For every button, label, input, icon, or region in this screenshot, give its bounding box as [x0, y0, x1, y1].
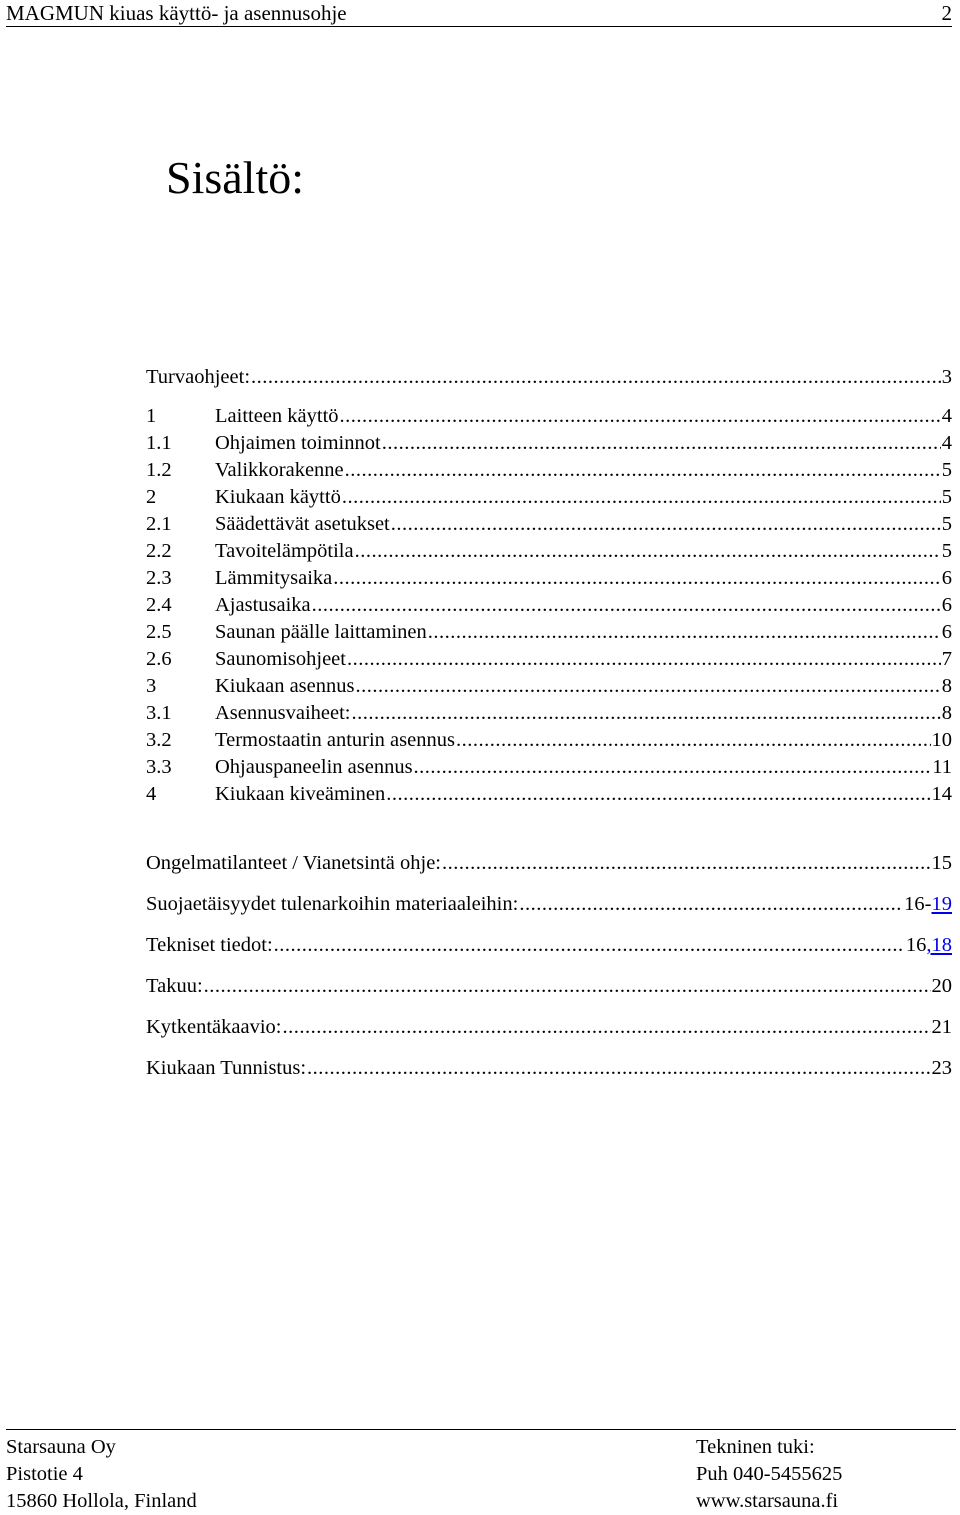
toc-dot-leader [382, 430, 941, 456]
toc-entry-page: 14 [931, 783, 952, 805]
toc-entry-number: 2 [146, 486, 157, 508]
toc-entry-page: 23 [931, 1057, 952, 1079]
toc-entry-page: 10 [931, 729, 952, 751]
toc-entry-label: Ongelmatilanteet / Vianetsintä ohje: [146, 852, 441, 874]
toc-entry-page: 6 [941, 567, 952, 589]
toc-dot-leader [312, 592, 941, 618]
toc-entry-appendix[interactable] [146, 1014, 952, 1040]
toc-entry-page: 5 [941, 486, 952, 508]
toc-dot-leader [428, 619, 941, 645]
toc-entry-label: Kiukaan käyttö [215, 486, 341, 508]
toc-entry[interactable] [146, 619, 952, 645]
toc-dot-leader [519, 891, 903, 917]
toc-entry-label: Kiukaan Tunnistus: [146, 1057, 307, 1079]
page-footer [6, 1429, 956, 1512]
toc-entry-page: 5 [941, 459, 952, 481]
toc-entry-label: Takuu: [146, 975, 203, 997]
toc-dot-leader [386, 781, 930, 807]
toc-entry-page [904, 891, 952, 917]
toc-entry-appendix[interactable] [146, 891, 952, 917]
toc-entry-number: 3.2 [146, 729, 172, 751]
toc-entry[interactable] [146, 646, 952, 672]
toc-entry-page: 8 [941, 702, 952, 724]
toc-dot-leader [442, 850, 931, 876]
toc-dot-leader [391, 511, 941, 537]
toc-entry-label: Lämmitysaika [215, 567, 333, 589]
toc-dot-leader [347, 646, 941, 672]
toc-entry-appendix[interactable] [146, 932, 952, 958]
toc-entry-page: 8 [941, 675, 952, 697]
toc-entry-number: 2.2 [146, 540, 172, 562]
toc-dot-leader [282, 1014, 930, 1040]
support-contact [696, 1434, 842, 1515]
toc-entry-number: 2.1 [146, 513, 172, 535]
toc-dot-leader [355, 538, 941, 564]
toc-entry-label: Suojaetäisyydet tulenarkoihin materiaaleihin: [146, 893, 519, 915]
toc-entry-label: Kiukaan kiveäminen [215, 783, 386, 805]
toc-entry-page: 21 [931, 1016, 952, 1038]
toc-entry[interactable] [146, 484, 952, 510]
toc-entry-number: 3.1 [146, 702, 172, 724]
toc-entry[interactable] [146, 457, 952, 483]
toc-page-text: 16- [904, 893, 932, 915]
support-heading: Tekninen tuki: [696, 1436, 815, 1458]
toc-dot-leader [274, 932, 905, 958]
toc-entry-label: Termostaatin anturin asennus [215, 729, 455, 751]
toc-entry-label: Saunomisohjeet [215, 648, 346, 670]
toc-entry-label: Ajastusaika [215, 594, 311, 616]
toc-entry-label: Asennusvaiheet: [215, 702, 351, 724]
toc-entry-label: Tavoitelämpötila [215, 540, 354, 562]
toc-page-link[interactable]: 19 [931, 893, 952, 915]
company-address [6, 1434, 197, 1515]
toc-entry[interactable] [146, 673, 952, 699]
toc-entry-label: Säädettävät asetukset [215, 513, 390, 535]
toc-entry[interactable] [146, 565, 952, 591]
toc-dot-leader [333, 565, 940, 591]
page-number: 2 [941, 1, 952, 25]
toc-entry-label: Kiukaan asennus [215, 675, 355, 697]
toc-entry-number: 1.1 [146, 432, 172, 454]
toc-dot-leader [456, 727, 931, 753]
toc-entry-page: 6 [941, 621, 952, 643]
toc-heading: Sisältö: [166, 152, 305, 203]
toc-entry-number: 2.4 [146, 594, 172, 616]
toc-entry[interactable] [146, 403, 952, 429]
toc-dot-leader [355, 673, 940, 699]
toc-entry-number: 3 [146, 675, 157, 697]
document-title: MAGMUN kiuas käyttö- ja asennusohje [6, 1, 347, 25]
toc-entry-page [906, 932, 952, 958]
toc-entry-page: 5 [941, 540, 952, 562]
toc-entry-safety[interactable] [146, 364, 952, 390]
toc-dot-leader [352, 700, 941, 726]
toc-dot-leader [340, 403, 941, 429]
toc-entry-label: Ohjauspaneelin asennus [215, 756, 413, 778]
toc-entry-number: 2.3 [146, 567, 172, 589]
toc-entry-page: 7 [941, 648, 952, 670]
toc-dot-leader [342, 484, 941, 510]
toc-entry-page: 6 [941, 594, 952, 616]
toc-page-link[interactable]: ,18 [926, 934, 952, 956]
toc-entry-label: Saunan päälle laittaminen [215, 621, 427, 643]
toc-entry-number: 2.5 [146, 621, 172, 643]
toc-entry[interactable] [146, 430, 952, 456]
page-header [6, 0, 952, 27]
toc-entry-appendix[interactable] [146, 973, 952, 999]
toc-entry-number: 4 [146, 783, 157, 805]
toc-entry[interactable] [146, 727, 952, 753]
toc-dot-leader [204, 973, 931, 999]
toc-entry-page: 3 [941, 366, 952, 388]
toc-entry-appendix[interactable] [146, 1055, 952, 1081]
toc-entry-page: 4 [941, 405, 952, 427]
toc-dot-leader [251, 364, 941, 390]
company-name: Starsauna Oy [6, 1436, 116, 1458]
toc-entry-appendix[interactable] [146, 850, 952, 876]
toc-entry-number: 1.2 [146, 459, 172, 481]
toc-entry-number: 3.3 [146, 756, 172, 778]
toc-entry-page: 5 [941, 513, 952, 535]
toc-entry-label: Turvaohjeet: [146, 366, 251, 388]
toc-entry-label: Ohjaimen toiminnot [215, 432, 381, 454]
toc-entry-page: 15 [931, 852, 952, 874]
toc-entry-page: 20 [931, 975, 952, 997]
toc-entry-label: Tekniset tiedot: [146, 934, 273, 956]
toc-entry[interactable] [146, 511, 952, 537]
toc-entry-page: 4 [941, 432, 952, 454]
toc-entry[interactable] [146, 592, 952, 618]
toc-entry-label: Kytkentäkaavio: [146, 1016, 282, 1038]
toc-dot-leader [345, 457, 941, 483]
toc-entry-page: 11 [932, 756, 952, 778]
toc-dot-leader [414, 754, 932, 780]
company-city: 15860 Hollola, Finland [6, 1490, 197, 1512]
toc-entry[interactable] [146, 754, 952, 780]
support-phone: Puh 040-5455625 [696, 1463, 843, 1485]
toc-entry-number: 2.6 [146, 648, 172, 670]
toc-entry[interactable] [146, 781, 952, 807]
support-website[interactable]: www.starsauna.fi [696, 1490, 839, 1512]
toc-entry[interactable] [146, 538, 952, 564]
toc-page-text: 16 [905, 934, 927, 956]
toc-entry[interactable] [146, 700, 952, 726]
toc-dot-leader [307, 1055, 930, 1081]
toc-entry-label: Laitteen käyttö [215, 405, 339, 427]
toc-entry-label: Valikkorakenne [215, 459, 344, 481]
toc-entry-number: 1 [146, 405, 157, 427]
company-street: Pistotie 4 [6, 1463, 83, 1485]
